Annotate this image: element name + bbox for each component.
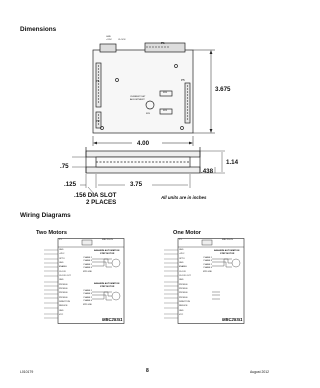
r26-label: R26 bbox=[163, 92, 168, 94]
phase-label: NTR GND bbox=[202, 270, 212, 273]
phase-label: PHASE 3 bbox=[83, 293, 92, 296]
pin-label: ENABLE bbox=[179, 266, 187, 269]
vdc-label: +VDC bbox=[106, 38, 112, 41]
slot-note-line1: .156 DIA SLOT bbox=[74, 192, 117, 199]
phase-label: PHASE 2 bbox=[83, 263, 92, 266]
r25-label: R25 bbox=[146, 113, 151, 115]
pin-label: DIRECTION bbox=[179, 301, 190, 304]
pin-label: GND bbox=[179, 309, 184, 312]
d2-header-right: MBC25I-IN bbox=[222, 239, 233, 241]
current-set-label: CURRENT SET bbox=[130, 96, 146, 98]
clock-label: CLOCK bbox=[118, 39, 126, 41]
pin-label: CLOCK OUT bbox=[59, 275, 71, 278]
pin-label: PROFILE bbox=[179, 292, 188, 295]
pin-label: GND bbox=[179, 249, 184, 251]
d1-motor1-label1: ANAHEIM AUTOMATION bbox=[94, 250, 120, 252]
pin-label: VCC bbox=[179, 314, 184, 317]
phase-label: PHASE 3 bbox=[203, 260, 212, 263]
pin-label: ENABLE bbox=[59, 266, 67, 269]
phase-label: PHASE 4 bbox=[83, 267, 92, 270]
one-motor-title: One Motor bbox=[173, 230, 201, 236]
phase-label: PHASE 4 bbox=[83, 300, 92, 303]
two-motors-title: Two Motors bbox=[36, 230, 67, 236]
footer-page-number: 8 bbox=[146, 368, 149, 374]
pin-label: PROFILE bbox=[59, 296, 68, 299]
dim-side-height: 1.14 bbox=[226, 159, 239, 166]
pin-label: VCC bbox=[59, 314, 64, 317]
phase-label: NTR GND bbox=[82, 303, 92, 306]
pin-label: GND bbox=[179, 279, 184, 282]
pin-label: REDUCE bbox=[179, 305, 188, 308]
pin-label: +VDC bbox=[179, 253, 185, 256]
dim-375: 3.75 bbox=[130, 181, 143, 188]
p1-top-label: P1 bbox=[161, 41, 165, 45]
phase-label: PHASE 4 bbox=[203, 267, 212, 270]
dim-0125: .125 bbox=[64, 181, 77, 188]
height-dimension bbox=[193, 50, 215, 133]
phase-label: PHASE 2 bbox=[83, 296, 92, 299]
phase-label: PHASE 3 bbox=[83, 260, 92, 263]
dim-height: 3.675 bbox=[215, 86, 231, 93]
pin-label: PROFILE bbox=[179, 296, 188, 299]
d1-pin-list bbox=[59, 248, 71, 318]
footer-doc-id: L010179 bbox=[20, 370, 34, 374]
dim-width: 4.00 bbox=[137, 140, 150, 147]
pin-label: GND bbox=[59, 309, 64, 312]
phase-label: NTR GND bbox=[82, 270, 92, 273]
pin-label: +VDC bbox=[59, 253, 65, 256]
pin-label: OPTO bbox=[59, 257, 65, 260]
d2-pin-list bbox=[179, 248, 191, 318]
adjustment-label: ADJUSTMENT bbox=[130, 99, 145, 101]
two-motors-diagram bbox=[42, 238, 126, 324]
units-note: All units are in inches bbox=[161, 195, 207, 200]
phase-label: PHASE 1 bbox=[83, 257, 92, 259]
top-connector-labels bbox=[106, 36, 112, 41]
p2-label: P2 bbox=[96, 119, 100, 123]
wiring-heading: Wiring Diagrams bbox=[20, 212, 71, 219]
d2-motor1-label2: STEP MOTOR bbox=[220, 252, 235, 255]
d1-motor1-label2: STEP MOTOR bbox=[100, 252, 115, 255]
dim-075: .75 bbox=[60, 163, 69, 170]
d1-motor2-label1: ANAHEIM AUTOMATION bbox=[94, 283, 120, 285]
pin-label: GND bbox=[59, 279, 64, 282]
d1-p-label: P1 bbox=[59, 239, 62, 241]
pin-label: CLOCK bbox=[179, 270, 186, 273]
dimensions-heading: Dimensions bbox=[20, 26, 57, 33]
pin-label: PROFILE bbox=[59, 292, 68, 295]
d2-p-label: P1 bbox=[179, 239, 182, 241]
d2-phase-list bbox=[200, 257, 212, 274]
p5-label: P5 bbox=[181, 78, 185, 82]
d2-model: MBC25SI1 bbox=[222, 317, 243, 322]
slot-note-line2: 2 PLACES bbox=[86, 199, 117, 206]
phase-label: PHASE 1 bbox=[203, 257, 212, 259]
r23-label: R23 bbox=[163, 110, 168, 112]
pin-label: GND bbox=[179, 262, 184, 265]
pin-label: CLOCK OUT bbox=[179, 275, 191, 278]
pin-label: REDUCE bbox=[59, 305, 68, 308]
phase-label: PHASE 2 bbox=[203, 263, 212, 266]
d1-phase-list-1 bbox=[80, 257, 92, 274]
pin-label: PROFILE bbox=[59, 288, 68, 291]
d2-motor1-label1: ANAHEIM AUTOMATION bbox=[214, 250, 240, 252]
pin-label: PROFILE bbox=[179, 288, 188, 291]
d1-motor2-label2: STEP MOTOR bbox=[100, 285, 115, 288]
pin-label: CLOCK bbox=[59, 270, 66, 273]
pin-label: PROFILE bbox=[59, 283, 68, 286]
footer-date: August 2012 bbox=[250, 370, 270, 374]
p1-left-label: P1 bbox=[96, 79, 100, 83]
pin-label: PROFILE bbox=[179, 283, 188, 286]
gnd-label: GND bbox=[106, 36, 111, 38]
d1-phase-list-2 bbox=[80, 290, 92, 307]
one-motor-diagram bbox=[162, 238, 246, 324]
pin-label: DIRECTION bbox=[59, 301, 70, 304]
d1-header-right: MBC25I-IN bbox=[102, 239, 113, 241]
dim-0438: .438 bbox=[201, 168, 214, 175]
phase-label: PHASE 1 bbox=[83, 290, 92, 292]
d1-model: MBC25SI1 bbox=[102, 317, 123, 322]
pin-label: OPTO bbox=[179, 257, 185, 260]
board-top-view bbox=[93, 43, 193, 133]
pin-label: GND bbox=[59, 249, 64, 251]
pin-label: GND bbox=[59, 262, 64, 265]
